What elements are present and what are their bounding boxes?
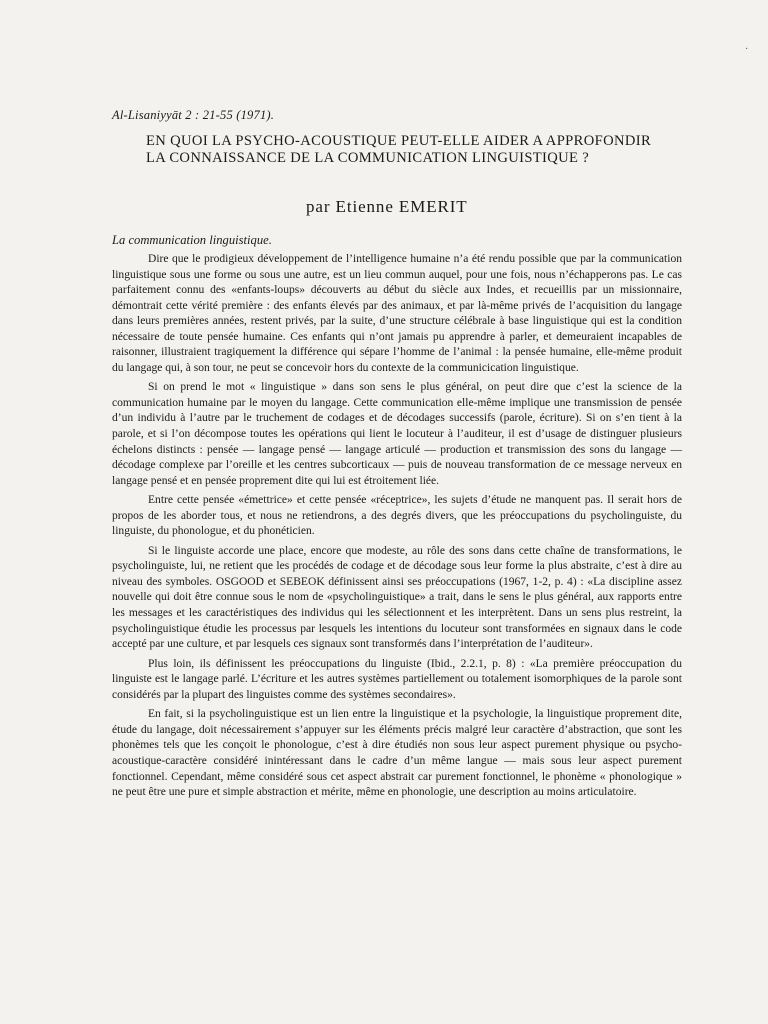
paragraph-6: En fait, si la psycholinguistique est un lien entre la linguistique et la psychologie, la linguistique proprement dite, étude du langage, doit nécessairement s’appuyer sur les éléments précis malgré leur caractère d’abstraction, que sont les phonèmes tels que les conçoit le phonologue, c’est à dire étudiés non sous leur aspect purement physique ou psycho-acoustique-caractère considéré inintéressant dans le cadre d’un même langue — mais sous leur aspect purement fonctionnel. Cependant, même considéré sous cet aspect abstrait car purement fonctionnel, le phonème « phonologique » ne peut être une pure et simple abstraction et mérite, même en phonologie, une description au moins articulatoire. (112, 708, 682, 799)
section-heading: La communication linguistique. (112, 233, 272, 247)
journal-reference: Al-Lisaniyyāt 2 : 21-55 (1971). (112, 108, 275, 122)
paragraph-1: Dire que le prodigieux développement de l’intelligence humaine n’a été rendu possible que par la communication linguistique sous une forme ou sous une autre, est un lieu commun auquel, pour une fois, nous n’échapperons pas. Le cas parfaitement connu des «enfants-loups» découverts au début du siècle aux Indes, et recueillis par un missionnaire, démontrait cette vérité première : des enfants élevés par des animaux, et par là-même privés de l’acquisition du langage dans leurs premières années, restent privés, par la suite, d’une structure célébrale à base linguistique qui est la condition nécessaire de toute pensée humaine. Ces enfants qui n’ont jamais pu apprendre à parler, et demeuraient incapables de raisonner, illustraient tragiquement la différence qui sépare l’homme de l’animal : la pensée humaine, elle-même produit du langage qui, à son tour, ne peut se concevoir hors du contexte de la communicication linguistique. (112, 253, 682, 374)
article-title: EN QUOI LA PSYCHO-ACOUSTIQUE PEUT-ELLE AIDER A APPROFONDIR LA CONNAISSANCE DE LA COMMUNICATION LINGUISTIQUE ? (146, 133, 652, 166)
article-body (112, 252, 682, 805)
paragraph-2: Si on prend le mot « linguistique » dans son sens le plus général, on peut dire que c’est la science de la communication humaine par le moyen du langage. Cette communication elle-même implique une transmission de pensée d’un individu à l’autre par le truchement de codages et de décodages successifs (parole, écriture). Si on s’en tient à la parole, et si l’on décompose toutes les opérations qui lient le locuteur à l’auditeur, il est d’usage de distinguer plusieurs échelons distincts : pensée — langage pensé — langage articulé — production et transmission des sons du langage — décodage complexe par l’oreille et les centres subcorticaux — puis de nouveau transformation de ce message nerveux en langage pensé et en pensée proprement dite qui lui est étroitement liée. (112, 381, 682, 487)
paragraph-5: Plus loin, ils définissent les préoccupations du linguiste (Ibid., 2.2.1, p. 8) : «La première préoccupation du linguiste est le langage parlé. L’écriture et les autres systèmes partiellement ou totalement isomorphiques de la parole sont considérés par la plupart des linguistes comme des systèmes secondaires». (112, 657, 682, 701)
margin-mark: · (745, 44, 749, 55)
paragraph-3: Entre cette pensée «émettrice» et cette pensée «réceptrice», les sujets d’étude ne manquent pas. Il serait hors de propos de les aborder tous, et nous ne retiendrons, a des degrés divers, que les préoccupations du psycholinguiste, du linguiste, du phonologue, et du phonéticien. (112, 494, 682, 538)
author-byline: par Etienne EMERIT (306, 197, 468, 216)
paragraph-4: Si le linguiste accorde une place, encore que modeste, au rôle des sons dans cette chaîne de transformations, le psycholinguiste, lui, ne retient que les procédés de codage et de décodage sous leur forme la plus abstraite, c’est à dire au niveau des symboles. OSGOOD et SEBEOK définissent ainsi ses préoccupations (1967, 1-2, p. 4) : «La discipline assez nouvelle qui doit être connue sous le nom de «psycholinguistique» a trait, dans le sens le plus général, aux rapports entre les messages et les caractéristiques des individus qui les sélectionnent et les interprètent. Dans un sens plus restreint, la psycholinguistique étudie les processus par lesquels les intentions du locuteur sont transformées en signaux dans le code accepté par une culture, et par lesquels ces signaux sont transformés dans l’interprétation de l’auditeur». (112, 544, 682, 651)
